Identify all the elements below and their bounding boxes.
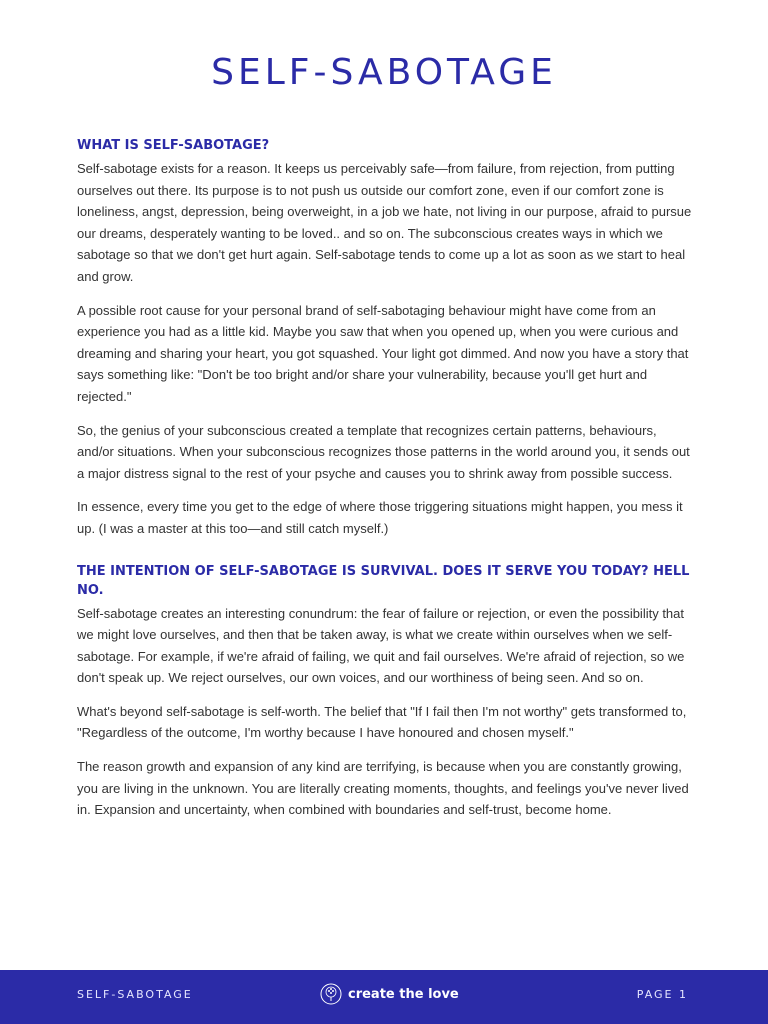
section-heading: THE INTENTION OF SELF-SABOTAGE IS SURVIVAL. DOES IT SERVE YOU TODAY? HELL NO. bbox=[77, 563, 690, 598]
brand-logo bbox=[320, 983, 459, 1005]
section-intention-of-self-sabotage bbox=[77, 562, 693, 821]
brand-name: create the love bbox=[348, 986, 459, 1002]
page-footer bbox=[0, 970, 768, 1024]
tree-circle-icon bbox=[320, 983, 342, 1005]
page-title: SELF-SABOTAGE bbox=[211, 52, 557, 93]
paragraph: The reason growth and expansion of any kind are terrifying, is because when you are constantly growing, you are living in the unknown. You are literally creating moments, thoughts, and feelings you've never lived in. Expansion and uncertainty, when combined with boundaries and self-trust, become home. bbox=[77, 759, 689, 818]
paragraph: Self-sabotage exists for a reason. It keeps us perceivably safe—from failure, from rejection, from putting ourselves out there. Its purpose is to not push us outside our comfort zone, even if our comfort zone is loneliness, angst, depression, being overweight, in a job we hate, not living in our purpose, afraid to pursue our dreams, desperately wanting to be loved.. and so on. The subconscious creates ways in which we sabotage so that we don't get hurt again. Self-sabotage tends to come up a lot as soon as we start to heal and grow. bbox=[77, 161, 692, 284]
page-number: PAGE 1 bbox=[636, 988, 688, 1001]
document-body bbox=[77, 136, 693, 833]
paragraph: A possible root cause for your personal brand of self-sabotaging behaviour might have come from an experience you had as a little kid. Maybe you saw that when you opened up, when you were curious and dreaming and sharing your heart, you got squashed. Your light got dimmed. And now you have a story that says something like: "Don't be too bright and/or share your vulnerability, because you'll get hurt and rejected." bbox=[77, 302, 689, 404]
footer-document-title: SELF-SABOTAGE bbox=[77, 988, 193, 1001]
paragraph: So, the genius of your subconscious created a template that recognizes certain patterns, behaviours, and/or situations. When your subconscious recognizes those patterns in the world around you, it sends out a major distress signal to the rest of your psyche and causes you to shrink away from possible success. bbox=[77, 422, 690, 481]
section-heading: WHAT IS SELF-SABOTAGE? bbox=[77, 138, 270, 153]
paragraph: In essence, every time you get to the edge of where those triggering situations might happen, you mess it up. (I was a master at this too—and still catch myself.) bbox=[77, 499, 683, 536]
paragraph: Self-sabotage creates an interesting conundrum: the fear of failure or rejection, or even the possibility that we might love ourselves, and then that be taken away, is what we create within ourselves when we self-sabotage. For example, if we're afraid of failing, we quit and fail ourselves. We're afraid of rejection, so we don't speak up. We reject ourselves, our own voices, and our worthiness of being seen. And so on. bbox=[77, 605, 685, 686]
section-what-is-self-sabotage bbox=[77, 136, 693, 540]
paragraph: What's beyond self-sabotage is self-worth. The belief that "If I fail then I'm not worthy" gets transformed to, "Regardless of the outcome, I'm worthy because I have honoured and chosen myself." bbox=[77, 703, 687, 741]
